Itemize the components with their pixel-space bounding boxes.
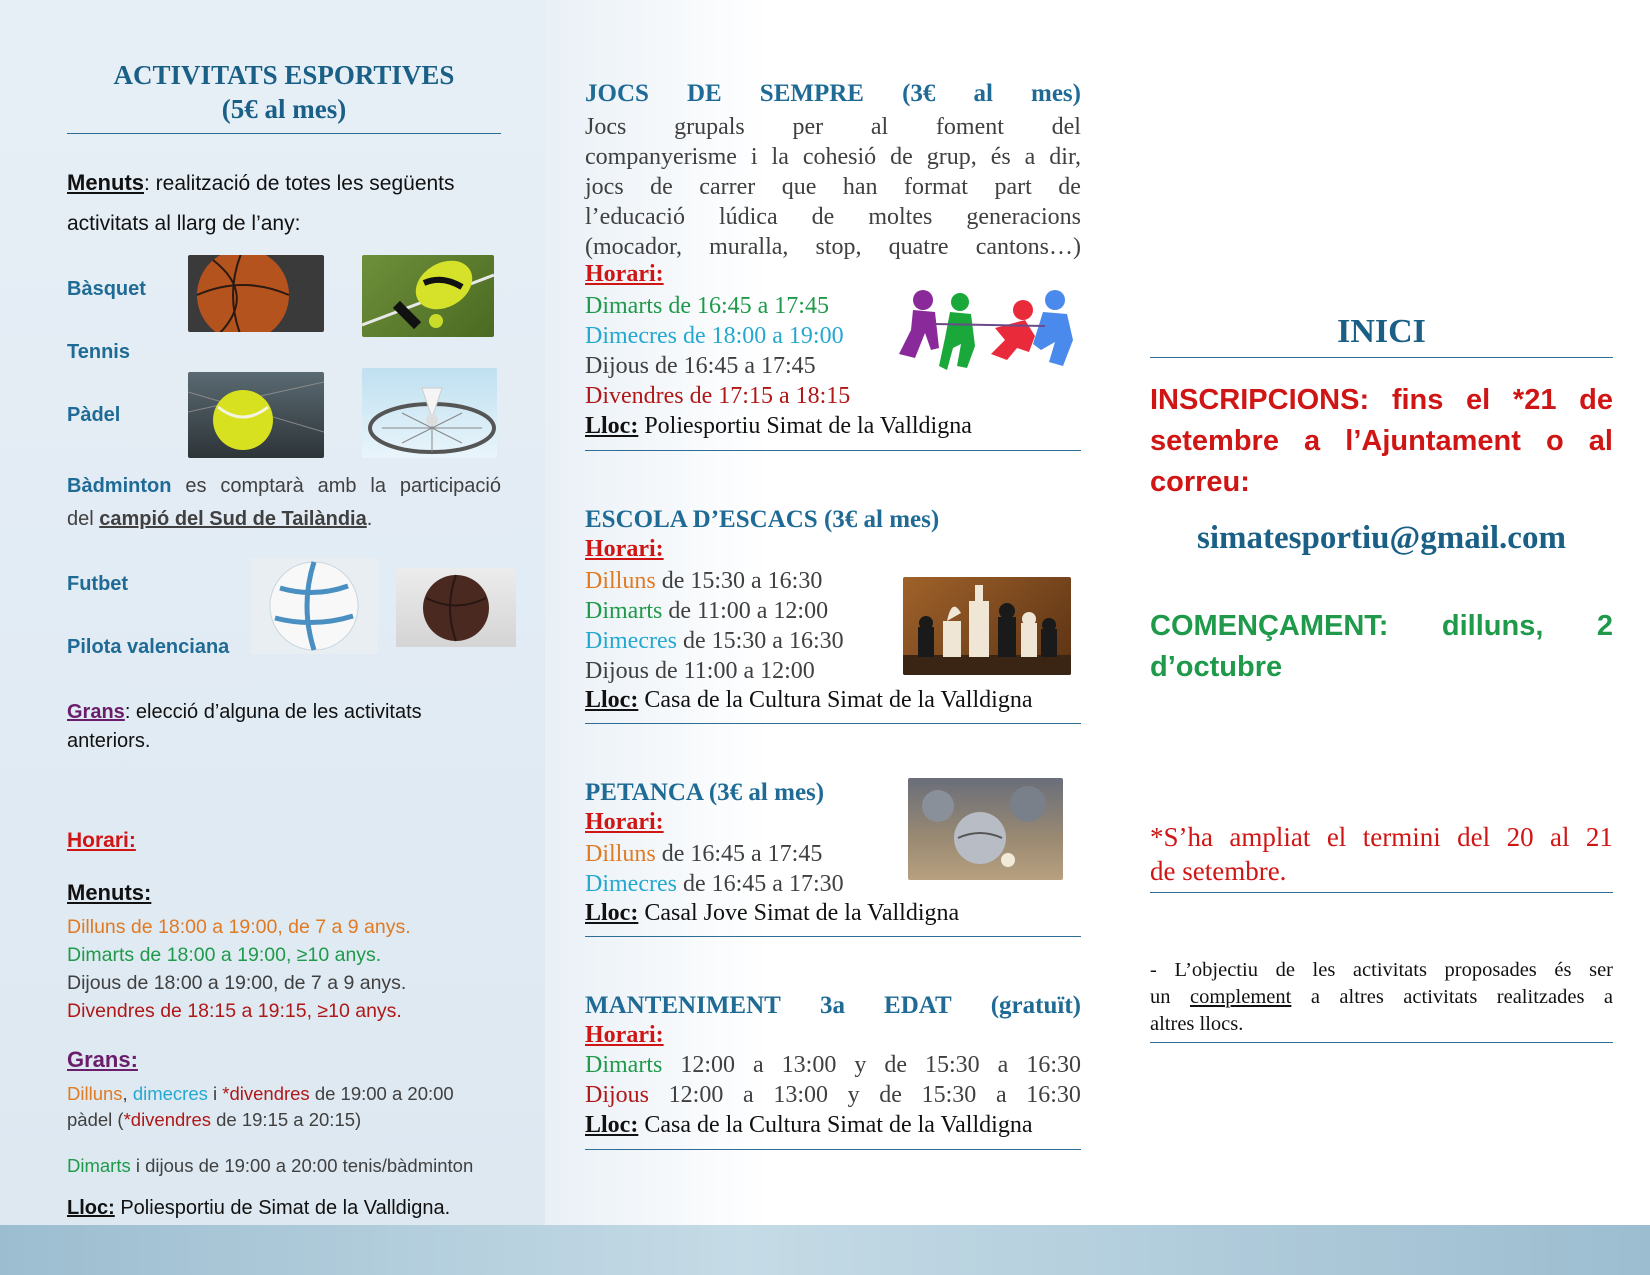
jocs-title-w6: mes) (1031, 80, 1081, 107)
grans-dimecres: dimecres (132, 1083, 208, 1104)
note-word: el (1326, 822, 1347, 852)
word: a (995, 1082, 1007, 1108)
inscripcions-word: setembre (1150, 425, 1279, 457)
petanca-lloc-label: Lloc: (585, 900, 639, 926)
comencament-text (1150, 606, 1613, 688)
petanca-title: PETANCA (3€ al mes) (585, 779, 825, 806)
escacs-dimarts-time: de 11:00 a 12:00 (662, 598, 829, 624)
comencament-word: 2 (1596, 610, 1613, 642)
word: 15:30 (921, 1082, 977, 1108)
pilota-ball-image (396, 568, 516, 647)
grans-paragraph (67, 698, 507, 756)
jocs-desc-word: carrer (699, 174, 756, 200)
jocs-title-w2: DE (686, 80, 722, 107)
jocs-description (585, 112, 1081, 262)
word: a (753, 1052, 764, 1078)
jocs-desc-word: moltes (868, 204, 933, 230)
manteniment-title-w3: EDAT (884, 992, 952, 1019)
inscripcions-word: a (1304, 425, 1321, 457)
jocs-desc-word: de (650, 174, 673, 200)
inici-title: INICI (1337, 313, 1426, 350)
jocs-title (585, 80, 1081, 108)
comencament-line2: d’octubre (1150, 651, 1283, 683)
objective-2a: un (1150, 986, 1190, 1008)
deadline-rule (1150, 892, 1613, 893)
petanca-lloc-text: Casal Jove Simat de la Valldigna (638, 900, 960, 926)
manteniment-dimarts (585, 1052, 1081, 1079)
inscripcions-word: al (1588, 425, 1613, 457)
left-horari-label: Horari: (67, 829, 136, 852)
deadline-note-line2: de setembre. (1150, 856, 1287, 886)
objective-line3: altres llocs. (1150, 1013, 1244, 1035)
objective-complement: complement (1190, 986, 1292, 1008)
petanca-horari: Horari: (585, 809, 664, 835)
petanca-image (908, 778, 1063, 880)
manteniment-title-w1: MANTENIMENT (585, 992, 781, 1019)
menuts-schedule (67, 913, 411, 1025)
escacs-dijous: Dijous de 11:00 a 12:00 (585, 658, 815, 684)
jocs-divendres: Divendres de 17:15 a 18:15 (585, 383, 851, 409)
objective-text (1150, 957, 1613, 1038)
escacs-rule (585, 723, 1081, 724)
jocs-dijous: Dijous de 16:45 a 17:45 (585, 353, 816, 379)
escacs-dimarts: Dimarts (585, 598, 663, 624)
grans-divendres-2: *divendres (123, 1109, 211, 1130)
jocs-desc-word: format (904, 174, 968, 200)
jocs-title-w5: al (973, 80, 993, 107)
tennis-ball-image (188, 372, 324, 458)
manteniment-dijous (585, 1082, 1081, 1109)
jocs-desc-line2: companyerisme i la cohesió de grup, és a dir, (585, 144, 1081, 170)
jocs-desc-word: part (994, 174, 1032, 200)
sport-basquet: Bàsquet (67, 278, 146, 300)
escacs-dimecres-time: de 15:30 a 16:30 (676, 628, 844, 654)
escacs-schedule (585, 566, 844, 686)
sport-padel: Pàdel (67, 404, 121, 426)
word: de (884, 1052, 907, 1078)
manteniment-lloc-label: Lloc: (585, 1112, 639, 1138)
jocs-title-w1: JOCS (585, 80, 649, 107)
jocs-desc-word: lúdica (718, 204, 778, 230)
jocs-desc-word: de (811, 204, 835, 230)
escacs-horari: Horari: (585, 536, 664, 562)
grans-text-1: : elecció d’alguna de les activitats (124, 701, 422, 723)
word: y (854, 1052, 867, 1078)
email-link[interactable]: simatesportiu@gmail.com (1197, 520, 1566, 556)
futbet-ball-image (250, 558, 378, 654)
comencament-word: dilluns, (1441, 610, 1544, 642)
word: de (879, 1082, 902, 1108)
inscripcions-word: fins (1391, 384, 1444, 416)
jocs-title-w3: SEMPRE (759, 80, 864, 107)
manteniment-dijous-day: Dijous (585, 1082, 650, 1108)
jocs-desc-word: per (792, 114, 824, 140)
jocs-lloc-text: Poliesportiu Simat de la Valldigna (638, 413, 972, 439)
objective-line1: - L’objectiu de les activitats proposades és ser (1150, 959, 1613, 981)
jocs-dimarts: Dimarts de 16:45 a 17:45 (585, 293, 829, 319)
sport-tennis: Tennis (67, 341, 130, 363)
inici-rule (1150, 357, 1613, 358)
grans-time-1: de 19:00 a 20:00 (309, 1083, 454, 1104)
menuts-heading: Menuts: (67, 880, 152, 905)
jocs-desc-word: de (1058, 174, 1081, 200)
escacs-dimecres: Dimecres (585, 628, 677, 654)
note-word: *S’ha (1150, 822, 1213, 852)
menuts-text-2: activitats al llarg de l’any: (67, 212, 301, 235)
badminton-rest: es comptarà amb la participació (171, 475, 501, 497)
basketball-image (188, 255, 324, 332)
sport-futbet: Futbet (67, 573, 129, 595)
grans-dilluns: Dilluns (67, 1083, 123, 1104)
jocs-lloc (585, 413, 972, 440)
sport-pilota: Pilota valenciana (67, 636, 230, 658)
jocs-desc-word: que (781, 174, 817, 200)
inscripcions-text (1150, 380, 1613, 503)
left-title-line1: ACTIVITATS ESPORTIVES (113, 60, 455, 90)
petanca-dimecres-time: de 16:45 a 17:30 (676, 871, 844, 897)
deadline-note (1150, 820, 1613, 888)
word: 13:00 (781, 1052, 837, 1078)
manteniment-title-w2: 3a (819, 992, 845, 1019)
manteniment-lloc-text: Casa de la Cultura Simat de la Valldigna (638, 1112, 1033, 1138)
escacs-dilluns-time: de 15:30 a 16:30 (655, 568, 823, 594)
padel-racket-image (362, 255, 494, 337)
manteniment-title (585, 992, 1081, 1020)
del-text: del (67, 508, 100, 530)
jocs-desc-word: l’educació (585, 204, 685, 230)
petanca-rule (585, 936, 1081, 937)
jocs-lloc-label: Lloc: (585, 413, 639, 439)
grans-dimarts: Dimarts (67, 1155, 131, 1176)
jocs-desc-word: Jocs (585, 114, 627, 140)
petanca-dimecres: Dimecres (585, 871, 677, 897)
escacs-lloc (585, 687, 1032, 714)
padel-text: pàdel ( (67, 1109, 124, 1130)
jocs-desc-word: grupals (674, 114, 745, 140)
grans-text-2: anteriors. (67, 730, 151, 752)
menuts-divendres: Divendres de 18:15 a 19:15, ≥10 anys. (67, 1000, 402, 1022)
menuts-intro (67, 170, 507, 236)
manteniment-horari: Horari: (585, 1022, 664, 1048)
grans-heading: Grans: (67, 1047, 138, 1072)
jocs-desc-word: jocs (585, 174, 624, 200)
chess-image (903, 577, 1071, 675)
note-word: del (1457, 822, 1491, 852)
word: 16:30 (1026, 1082, 1081, 1108)
comma: , (122, 1083, 133, 1104)
left-lloc-label: Lloc: (67, 1197, 115, 1219)
objective-2c: a altres activitats realitzades a (1291, 986, 1614, 1008)
word: 12:00 (668, 1082, 724, 1108)
jocs-desc-word: han (842, 174, 878, 200)
manteniment-title-w4: (gratuït) (990, 992, 1081, 1019)
left-title (67, 58, 501, 126)
left-title-line2: (5€ al mes) (221, 94, 347, 124)
escacs-lloc-label: Lloc: (585, 687, 639, 713)
word: 12:00 (680, 1052, 735, 1078)
jocs-desc-word: del (1051, 114, 1081, 140)
i-conj: i (207, 1083, 223, 1104)
jocs-schedule (585, 291, 850, 411)
left-title-rule (67, 133, 501, 134)
jocs-desc-word: foment (935, 114, 1004, 140)
jocs-dimecres: Dimecres de 18:00 a 19:00 (585, 323, 844, 349)
objective-rule (1150, 1042, 1613, 1043)
grans-schedule (67, 1081, 473, 1179)
note-word: termini (1362, 822, 1441, 852)
badminton-image (362, 368, 497, 458)
comencament-word: COMENÇAMENT: (1150, 610, 1389, 642)
jocs-rule (585, 450, 1081, 451)
champion-link: campió del Sud de Tailàndia (99, 508, 367, 530)
word: 15:30 (924, 1052, 980, 1078)
kids-playing-image (895, 288, 1077, 380)
sport-badminton: Bàdminton (67, 475, 172, 497)
escacs-dilluns: Dilluns (585, 568, 656, 594)
grans-time-2: de 19:15 a 20:15) (211, 1109, 362, 1130)
menuts-dijous: Dijous de 18:00 a 19:00, de 7 a 9 anys. (67, 972, 407, 994)
jocs-desc-word: al (870, 114, 889, 140)
inscripcions-word: el (1466, 384, 1491, 416)
menuts-dilluns: Dilluns de 18:00 a 19:00, de 7 a 9 anys. (67, 916, 411, 938)
inscripcions-word: l’Ajuntament (1345, 425, 1521, 457)
badminton-paragraph (67, 465, 501, 507)
petanca-dilluns-time: de 16:45 a 17:45 (655, 841, 823, 867)
word: a (743, 1082, 754, 1108)
inscripcions-word: *21 (1512, 384, 1557, 416)
left-lloc (67, 1197, 450, 1220)
inscripcions-word: de (1579, 384, 1613, 416)
jocs-desc-word: generacions (966, 204, 1081, 230)
grans-divendres: *divendres (222, 1083, 310, 1104)
inscripcions-word: o (1545, 425, 1564, 457)
word: y (847, 1082, 860, 1108)
champion-line (67, 508, 372, 531)
jocs-desc-line5: (mocador, muralla, stop, quatre cantons…) (585, 234, 1081, 260)
word: a (997, 1052, 1009, 1078)
footer-band (0, 1225, 1650, 1275)
grans-label: Grans (67, 701, 125, 723)
jocs-horari: Horari: (585, 261, 664, 287)
manteniment-rule (585, 1149, 1081, 1150)
note-word: al (1550, 822, 1570, 852)
word: 13:00 (773, 1082, 828, 1108)
left-lloc-text: Poliesportiu de Simat de la Valldigna. (114, 1197, 451, 1219)
escacs-lloc-text: Casa de la Cultura Simat de la Valldigna (638, 687, 1033, 713)
menuts-dimarts: Dimarts de 18:00 a 19:00, ≥10 anys. (67, 944, 382, 966)
note-word: 21 (1585, 822, 1613, 852)
inscripcions-line3: correu: (1150, 466, 1250, 498)
petanca-lloc (585, 900, 959, 927)
note-word: ampliat (1229, 822, 1311, 852)
inscripcions-word: INSCRIPCIONS: (1150, 384, 1370, 416)
menuts-text-1: : realització de totes les següents (144, 172, 455, 195)
manteniment-lloc (585, 1112, 1032, 1139)
petanca-schedule (585, 839, 844, 899)
word: 16:30 (1026, 1052, 1081, 1078)
period: . (366, 508, 373, 530)
grans-time-3: i dijous de 19:00 a 20:00 tenis/bàdminton (130, 1155, 474, 1176)
petanca-dilluns: Dilluns (585, 841, 656, 867)
escacs-title: ESCOLA D’ESCACS (3€ al mes) (585, 506, 940, 533)
note-word: 20 (1506, 822, 1534, 852)
menuts-label: Menuts (67, 170, 144, 195)
jocs-title-w4: (3€ (902, 80, 936, 107)
manteniment-dimarts-day: Dimarts (585, 1052, 663, 1078)
